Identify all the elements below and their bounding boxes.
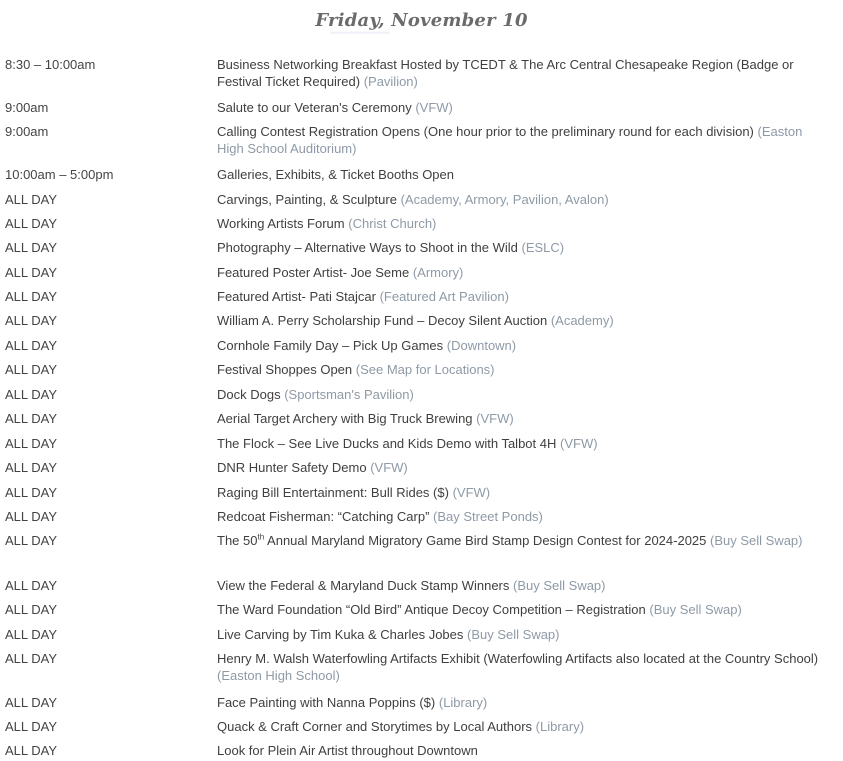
event-description xyxy=(217,166,832,183)
event-venue: (Library) xyxy=(535,719,585,734)
event-venue: (Easton High School Auditorium) xyxy=(217,124,803,156)
event-title: The Flock – See Live Ducks and Kids Demo with Talbot 4H xyxy=(217,436,557,451)
event-venue: (VFW) xyxy=(415,100,453,115)
event-venue: (Buy Sell Swap) xyxy=(710,533,803,548)
event-title: Business Networking Breakfast Hosted by TCEDT & The Arc Central Chesapeake Region (Badge or Festival Ticket Required) xyxy=(217,57,794,89)
event-description xyxy=(217,577,832,594)
event-venue: (Downtown) xyxy=(446,338,517,353)
event-venue: (Sportsman's Pavilion) xyxy=(284,387,414,402)
event-time: 8:30 – 10:00am xyxy=(5,57,96,72)
event-time: ALL DAY xyxy=(5,602,58,617)
event-time: ALL DAY xyxy=(5,313,58,328)
event-venue: (VFW) xyxy=(370,460,408,475)
event-description xyxy=(217,742,832,759)
schedule-row xyxy=(0,99,843,116)
schedule-row xyxy=(0,626,843,643)
event-time: ALL DAY xyxy=(5,460,58,475)
event-title: Henry M. Walsh Waterfowling Artifacts Exhibit (Waterfowling Artifacts also located at the Country School) xyxy=(217,651,819,666)
schedule-row xyxy=(0,410,843,427)
event-description xyxy=(217,264,832,281)
event-title: William A. Perry Scholarship Fund – Decoy Silent Auction xyxy=(217,313,548,328)
schedule-row xyxy=(0,56,843,90)
schedule-row xyxy=(0,288,843,305)
schedule-row xyxy=(0,577,843,594)
event-time: ALL DAY xyxy=(5,436,58,451)
schedule-row xyxy=(0,742,843,759)
event-title: Carvings, Painting, & Sculpture xyxy=(217,192,397,207)
schedule-row xyxy=(0,532,843,549)
event-time: ALL DAY xyxy=(5,265,58,280)
event-title: Salute to our Veteran's Ceremony xyxy=(217,100,412,115)
event-time: 10:00am – 5:00pm xyxy=(5,167,114,182)
schedule-row xyxy=(0,123,843,157)
schedule-row xyxy=(0,508,843,525)
event-title-prefix: The 50 xyxy=(217,533,258,548)
event-description xyxy=(217,99,832,116)
schedule-row xyxy=(0,386,843,403)
event-time: ALL DAY xyxy=(5,719,58,734)
event-title: Photography – Alternative Ways to Shoot in the Wild xyxy=(217,240,518,255)
event-description xyxy=(217,191,832,208)
event-time: ALL DAY xyxy=(5,216,58,231)
schedule-row xyxy=(0,264,843,281)
event-time: ALL DAY xyxy=(5,387,58,402)
event-venue: (Christ Church) xyxy=(348,216,437,231)
event-time: ALL DAY xyxy=(5,338,58,353)
event-venue: (Academy) xyxy=(550,313,614,328)
event-description xyxy=(217,410,832,427)
event-time: ALL DAY xyxy=(5,289,58,304)
schedule-row xyxy=(0,694,843,711)
background-ghost-text: ▔▔▔▔▔▔ xyxy=(330,32,390,47)
event-description xyxy=(217,361,832,378)
event-title: Redcoat Fisherman: “Catching Carp” xyxy=(217,509,430,524)
event-venue: (ESLC) xyxy=(521,240,565,255)
event-time: ALL DAY xyxy=(5,485,58,500)
event-venue: (See Map for Locations) xyxy=(355,362,495,377)
event-time: ALL DAY xyxy=(5,411,58,426)
schedule-row xyxy=(0,215,843,232)
event-description xyxy=(217,718,832,735)
schedule-row xyxy=(0,650,843,684)
event-title: Live Carving by Tim Kuka & Charles Jobes xyxy=(217,627,464,642)
event-time: ALL DAY xyxy=(5,362,58,377)
schedule-row xyxy=(0,361,843,378)
schedule-row xyxy=(0,191,843,208)
ordinal-suffix: th xyxy=(257,532,265,542)
event-description xyxy=(217,626,832,643)
event-description xyxy=(217,650,832,684)
event-venue: (Library) xyxy=(438,695,488,710)
event-venue: (Easton High School) xyxy=(217,668,340,683)
event-title: Galleries, Exhibits, & Ticket Booths Open xyxy=(217,167,454,182)
event-title: Working Artists Forum xyxy=(217,216,345,231)
schedule-row xyxy=(0,239,843,256)
schedule-row xyxy=(0,337,843,354)
event-time: ALL DAY xyxy=(5,695,58,710)
event-title: Aerial Target Archery with Big Truck Brewing xyxy=(217,411,473,426)
event-title: Look for Plein Air Artist throughout Downtown xyxy=(217,743,478,758)
event-title: Annual Maryland Migratory Game Bird Stamp Design Contest for 2024-2025 xyxy=(264,533,707,548)
event-time: ALL DAY xyxy=(5,533,58,548)
event-time: ALL DAY xyxy=(5,743,58,758)
schedule-row xyxy=(0,435,843,452)
event-title: Calling Contest Registration Opens (One hour prior to the preliminary round for each division) xyxy=(217,124,754,139)
event-time: ALL DAY xyxy=(5,192,58,207)
schedule-row xyxy=(0,166,843,183)
event-venue: (Bay Street Ponds) xyxy=(433,509,543,524)
event-venue: (VFW) xyxy=(476,411,514,426)
event-description xyxy=(217,337,832,354)
event-venue: (VFW) xyxy=(560,436,598,451)
event-time: ALL DAY xyxy=(5,627,58,642)
event-venue: (Buy Sell Swap) xyxy=(467,627,560,642)
event-title: The Ward Foundation “Old Bird” Antique Decoy Competition – Registration xyxy=(217,602,646,617)
event-venue: (Buy Sell Swap) xyxy=(649,602,742,617)
event-venue: (Academy, Armory, Pavilion, Avalon) xyxy=(400,192,609,207)
event-venue: (Armory) xyxy=(412,265,464,280)
event-venue: (VFW) xyxy=(452,485,491,500)
event-time: ALL DAY xyxy=(5,651,58,666)
event-venue: (Featured Art Pavilion) xyxy=(379,289,509,304)
event-description xyxy=(217,459,832,476)
event-description xyxy=(217,601,832,618)
event-description xyxy=(217,508,832,525)
event-description xyxy=(217,288,832,305)
schedule-row xyxy=(0,459,843,476)
event-description xyxy=(217,215,832,232)
event-title: Dock Dogs xyxy=(217,387,281,402)
event-title: Featured Poster Artist- Joe Seme xyxy=(217,265,410,280)
event-title: Face Painting with Nanna Poppins ($) xyxy=(217,695,436,710)
event-title: Quack & Craft Corner and Storytimes by Local Authors xyxy=(217,719,533,734)
event-time: 9:00am xyxy=(5,124,49,139)
schedule-row xyxy=(0,718,843,735)
event-title: Cornhole Family Day – Pick Up Games xyxy=(217,338,444,353)
schedule-row xyxy=(0,601,843,618)
event-description xyxy=(217,435,832,452)
event-title: Raging Bill Entertainment: Bull Rides ($) xyxy=(217,485,449,500)
event-description xyxy=(217,532,832,549)
event-time: ALL DAY xyxy=(5,578,58,593)
event-description xyxy=(217,123,832,157)
event-venue: (Pavilion) xyxy=(363,74,418,89)
event-description xyxy=(217,484,832,501)
event-title: Festival Shoppes Open xyxy=(217,362,353,377)
event-time: ALL DAY xyxy=(5,240,58,255)
event-description xyxy=(217,56,832,90)
schedule-row xyxy=(0,312,843,329)
day-title: Friday, November 10 xyxy=(315,10,528,31)
event-time: ALL DAY xyxy=(5,509,58,524)
schedule-row xyxy=(0,484,843,501)
event-venue: (Buy Sell Swap) xyxy=(513,578,606,593)
event-description xyxy=(217,312,832,329)
event-description xyxy=(217,386,832,403)
event-title: Featured Artist- Pati Stajcar xyxy=(217,289,376,304)
event-title: DNR Hunter Safety Demo xyxy=(217,460,367,475)
event-time: 9:00am xyxy=(5,100,49,115)
event-title: View the Federal & Maryland Duck Stamp Winners xyxy=(217,578,510,593)
event-description xyxy=(217,694,832,711)
event-description xyxy=(217,239,832,256)
